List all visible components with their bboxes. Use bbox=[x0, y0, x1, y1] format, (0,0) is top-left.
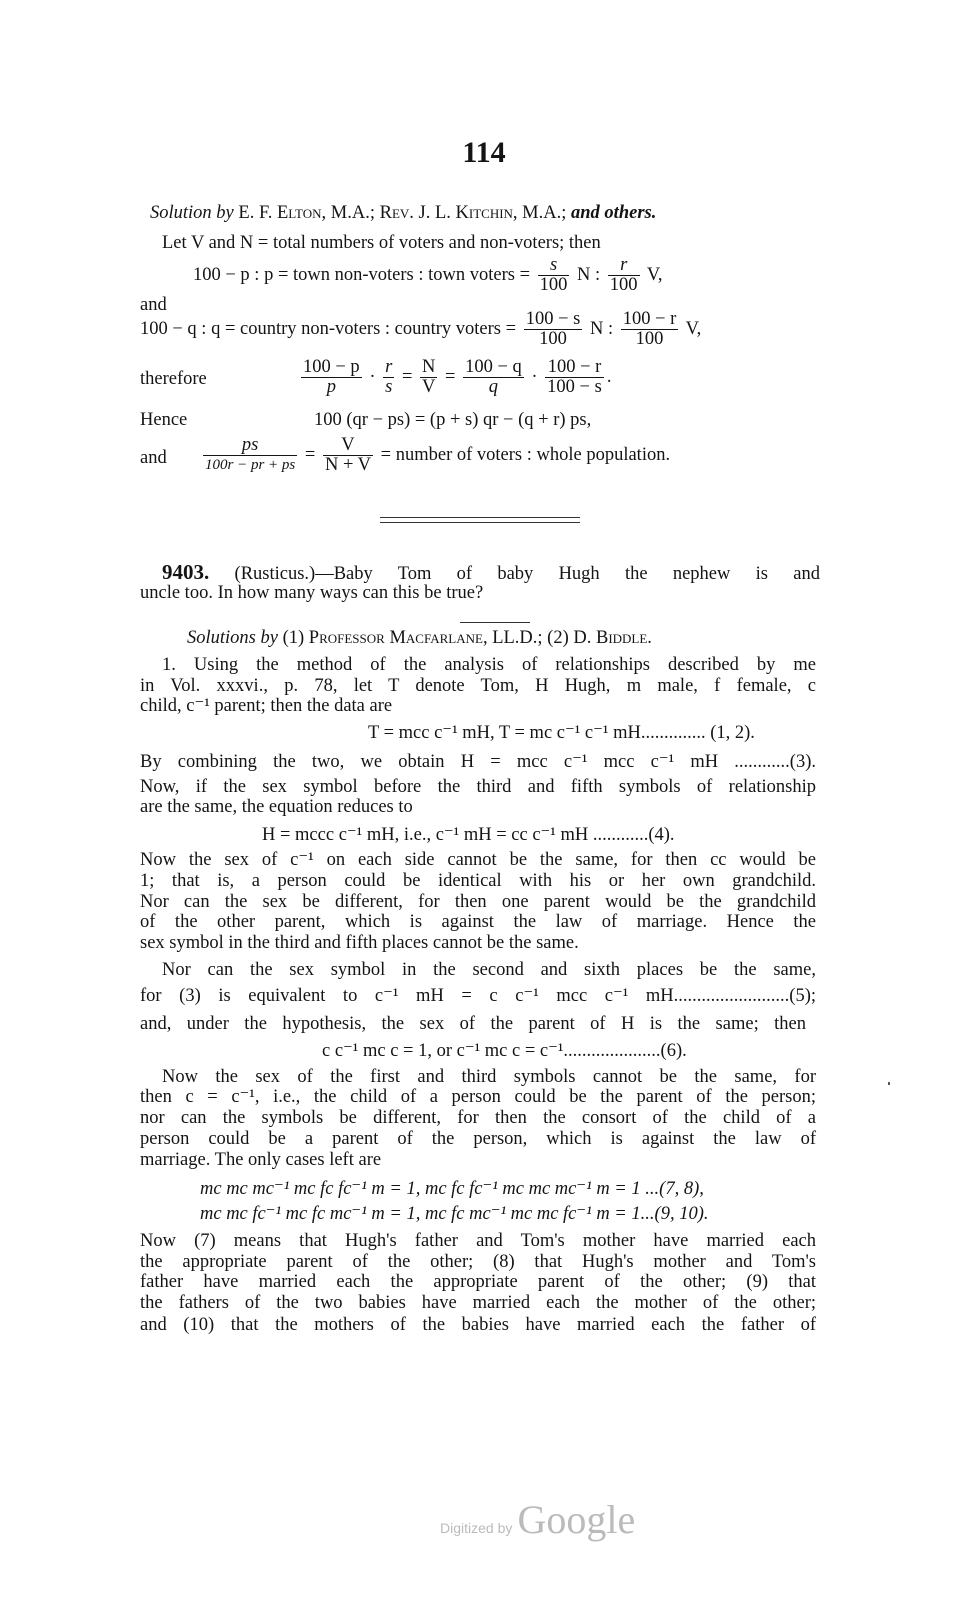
fraction bbox=[545, 358, 604, 397]
text-line: 1; that is, a person could be identical with his or her own grandchild. bbox=[140, 871, 816, 891]
section-divider bbox=[380, 517, 580, 518]
text-line: are the same, the equation reduces to bbox=[140, 797, 413, 817]
equation-text: 100 − p : p = town non-voters : town voters = bbox=[193, 264, 531, 285]
equation-line: mc mc mc⁻¹ mc fc fc⁻¹ m = 1, mc fc fc⁻¹ mc mc mc⁻¹ m = 1 ...(7, 8), bbox=[200, 1179, 704, 1199]
solution-authors: E. F. Elton, M.A.; Rev. J. L. Kitchin, M.A.; bbox=[238, 203, 567, 223]
problem-number: 9403. bbox=[162, 560, 210, 584]
text-line: of the other parent, which is against the law of marriage. Hence the bbox=[140, 912, 816, 932]
solution-header bbox=[150, 203, 656, 223]
numerator: 100 − p bbox=[303, 357, 360, 377]
fraction bbox=[420, 358, 437, 397]
numerator: V bbox=[323, 436, 373, 456]
denominator: 100 bbox=[539, 275, 568, 295]
fraction bbox=[463, 358, 524, 397]
label-hence: Hence bbox=[140, 410, 188, 430]
numerator: N bbox=[422, 357, 436, 377]
equation-line: T = mcc c⁻¹ mH, T = mc c⁻¹ c⁻¹ mH.............. (1, 2). bbox=[368, 723, 755, 743]
denominator: N + V bbox=[324, 455, 372, 475]
section-divider bbox=[380, 522, 580, 523]
problem-text: uncle too. In how many ways can this be true? bbox=[140, 583, 484, 603]
numerator: 100 − r bbox=[545, 358, 604, 378]
operator: · bbox=[531, 366, 538, 387]
operator: = bbox=[401, 366, 413, 387]
label-therefore: therefore bbox=[140, 369, 207, 389]
equation-line: mc mc fc⁻¹ mc fc mc⁻¹ m = 1, mc fc mc⁻¹ mc mc fc⁻¹ m = 1...(9, 10). bbox=[200, 1204, 709, 1224]
operator: . bbox=[606, 366, 612, 387]
equation-text: V, bbox=[646, 264, 663, 285]
solution-prefix: Solution by bbox=[150, 203, 234, 223]
equation-final bbox=[200, 436, 670, 475]
equation-text: 100 − q : q = country non-voters : country voters = bbox=[140, 318, 517, 339]
equation-text: N : bbox=[577, 264, 601, 285]
fraction bbox=[608, 256, 640, 295]
text-line: Nor can the sex be different, for then one parent would be the grandchild bbox=[140, 892, 816, 912]
text-line: the appropriate parent of the other; (8) that Hugh's mother and Tom's bbox=[140, 1252, 816, 1272]
google-watermark bbox=[440, 1496, 635, 1543]
text-line: person could be a parent of the person, which is against the law of bbox=[140, 1129, 816, 1149]
text-line: and bbox=[140, 295, 167, 315]
fraction bbox=[524, 310, 583, 349]
denominator: 100r − pr + ps bbox=[205, 457, 296, 473]
operator: = bbox=[445, 366, 456, 387]
fraction bbox=[323, 436, 373, 475]
text-line: in Vol. xxxvi., p. 78, let T denote Tom, H Hugh, m male, f female, c bbox=[140, 676, 816, 696]
fraction bbox=[383, 358, 394, 397]
denominator: q bbox=[488, 377, 499, 397]
solutions-header bbox=[187, 628, 652, 648]
text-line: child, c⁻¹ parent; then the data are bbox=[140, 696, 393, 716]
text-line: Now the sex of c⁻¹ on each side cannot be the same, for then cc would be bbox=[140, 850, 816, 870]
problem-statement bbox=[162, 562, 820, 584]
text-line: the fathers of the two babies have married each the mother of the other; bbox=[140, 1293, 816, 1313]
equation-town bbox=[193, 256, 662, 295]
numerator: 100 − s bbox=[525, 309, 581, 329]
text-line: Now, if the sex symbol before the third and fifth symbols of relationship bbox=[140, 777, 816, 797]
numerator: 100 − r bbox=[622, 309, 677, 329]
equation-text: V, bbox=[685, 318, 702, 339]
text-line: Nor can the sex symbol in the second and sixth places be the same, bbox=[162, 960, 816, 980]
short-divider bbox=[460, 622, 530, 623]
text-line: and (10) that the mothers of the babies have married each the father of bbox=[140, 1315, 816, 1335]
denominator: 100 bbox=[609, 275, 638, 295]
denominator: p bbox=[326, 377, 336, 397]
denominator: 100 bbox=[635, 329, 664, 349]
equation-line: By combining the two, we obtain H = mcc c⁻¹ mcc c⁻¹ mH ............(3). bbox=[140, 752, 816, 772]
equation-line: c c⁻¹ mc c = 1, or c⁻¹ mc c = c⁻¹.....................(6). bbox=[322, 1041, 687, 1061]
numerator: s bbox=[538, 256, 570, 276]
problem-text: (Rusticus.)—Baby Tom of baby Hugh the nephew is and bbox=[234, 564, 820, 584]
equation-line: H = mccc c⁻¹ mH, i.e., c⁻¹ mH = cc c⁻¹ mH ............(4). bbox=[262, 825, 675, 845]
denominator: 100 − s bbox=[547, 377, 602, 397]
text-line: sex symbol in the third and fifth places cannot be the same. bbox=[140, 933, 579, 953]
denominator: V bbox=[422, 377, 436, 397]
watermark-prefix: Digitized by bbox=[440, 1520, 513, 1536]
operator: = bbox=[304, 444, 316, 465]
denominator: s bbox=[385, 377, 393, 397]
equation-line: for (3) is equivalent to c⁻¹ mH = c c⁻¹ mcc c⁻¹ mH.........................(5); bbox=[140, 986, 816, 1006]
solutions-authors: (1) Professor Macfarlane, LL.D.; (2) D. Biddle. bbox=[282, 628, 652, 648]
page-number: 114 bbox=[462, 136, 506, 169]
numerator: r bbox=[608, 256, 640, 276]
fraction bbox=[621, 310, 679, 349]
solutions-prefix: Solutions by bbox=[187, 628, 278, 648]
google-logo: Google bbox=[517, 1497, 636, 1542]
fraction bbox=[538, 256, 570, 295]
text-line: marriage. The only cases left are bbox=[140, 1150, 382, 1170]
text-line: then c = c⁻¹, i.e., the child of a person could be the parent of the person; bbox=[140, 1087, 816, 1107]
text-line: Now (7) means that Hugh's father and Tom's mother have married each bbox=[140, 1231, 816, 1251]
scan-mark bbox=[888, 1082, 890, 1085]
text-line: Let V and N = total numbers of voters and non-voters; then bbox=[162, 233, 601, 253]
equation-therefore bbox=[298, 358, 611, 397]
label-and: and bbox=[140, 448, 167, 468]
equation-country bbox=[140, 310, 701, 349]
numerator: ps bbox=[203, 436, 297, 456]
equation-text: N : bbox=[589, 318, 614, 339]
operator: · bbox=[369, 366, 376, 387]
numerator: 100 − q bbox=[465, 357, 522, 377]
numerator: r bbox=[385, 357, 393, 377]
text-line: 1. Using the method of the analysis of relationships described by me bbox=[162, 655, 816, 675]
fraction bbox=[203, 436, 297, 475]
text-line: and, under the hypothesis, the sex of the parent of H is the same; then bbox=[140, 1014, 806, 1034]
fraction bbox=[301, 358, 362, 397]
denominator: 100 bbox=[539, 329, 567, 349]
equation-text: = number of voters : whole population. bbox=[380, 444, 671, 465]
text-line: Now the sex of the first and third symbols cannot be the same, for bbox=[162, 1067, 816, 1087]
text-line: nor can the symbols be different, for then the consort of the child of a bbox=[140, 1108, 816, 1128]
text-line: father have married each the appropriate parent of the other; (9) that bbox=[140, 1272, 816, 1292]
solution-suffix: and others. bbox=[571, 203, 657, 223]
equation-hence: 100 (qr − ps) = (p + s) qr − (q + r) ps, bbox=[314, 410, 592, 430]
